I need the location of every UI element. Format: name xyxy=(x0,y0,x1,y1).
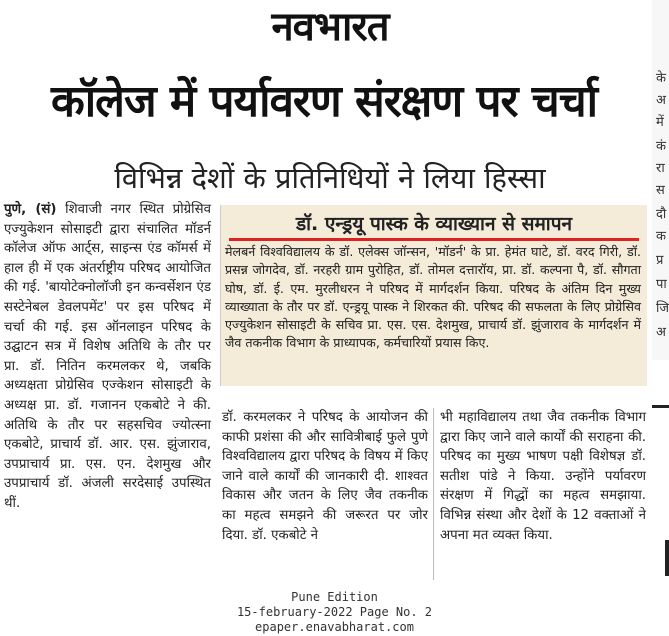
article-column-1-text: शिवाजी नगर स्थित प्रोग्रेसिव एज्युकेशन सोसाइटी द्वारा संचालित मॉडर्न कॉलेज ऑफ आर्ट्स, साइन्स एंड कॉमर्स में हाल ही में एक अंतर्राष्ट्रीय परिषद आयोजित की गई. 'बायोटेक्नोलॉजी इन कन्वर्सेशन एंड सस्टेनेबल डेवलपमेंट' पर इस परिषद में चर्चा की गई. इस ऑनलाइन परिषद के उद्घाटन सत्र में विशेष अतिथि के तौर पर प्रा. डॉ. नितिन करमलकर थे, जबकि अध्यक्षता प्रोग्रेसिव एज्केशन सोसाइटी के अध्यक्ष प्रा. डॉ. गजानन एकबोटे ने की. अतिथि के तौर पर सहसचिव ज्योत्स्ना एकबोटे, प्राचार्य डॉ. आर. एस. झुंजाराव, उपप्राचार्य प्रा. एस. एन. देशमुख और उपप्राचार्य डॉ. अंजली सरदेसाई उपस्थित थीं. xyxy=(4,202,211,511)
footer-edition: Pune Edition xyxy=(291,590,378,604)
article-headline: कॉलेज में पर्यावरण संरक्षण पर चर्चा xyxy=(50,76,598,127)
adjacent-fragment: प्र xyxy=(656,253,664,268)
highlight-box-title: डॉ. एन्ड्रयू पास्क के व्याख्यान से समापन xyxy=(295,213,573,235)
article-column-3: भी महाविद्यालय तथा जैव तकनीक विभाग द्वारा किए जाने वाले कार्यों की सराहना की. परिषद का मुख्य भाषण पक्षी विशेषज्ञ डॉ. सतीश पांडे ने किया. उन्होंने पर्यावरण संरक्षण में गिद्धों का महत्व समझाया. विभिन्न संस्था और देशों के 12 वक्ताओं ने अपना मत व्यक्त किया. xyxy=(440,410,646,543)
adjacent-fragment: कं xyxy=(656,139,666,154)
adjacent-strip-rule xyxy=(652,405,669,408)
page-footer xyxy=(0,590,669,635)
adjacent-fragment: में xyxy=(656,115,664,130)
highlight-box-divider xyxy=(229,238,639,241)
adjacent-article-strip xyxy=(652,0,669,360)
adjacent-fragment: जि xyxy=(656,301,669,316)
footer-date-page: 15-february-2022 Page No. 2 xyxy=(236,605,433,619)
article-dateline: पुणे, (सं) xyxy=(4,202,57,217)
article-column-1 xyxy=(4,200,211,514)
adjacent-fragment: क xyxy=(656,229,666,244)
newspaper-masthead: नवभारत xyxy=(271,4,389,50)
adjacent-strip-bar xyxy=(665,540,669,576)
adjacent-fragment: दौ xyxy=(656,207,667,222)
adjacent-fragment: पा xyxy=(656,277,667,292)
adjacent-fragment: अ xyxy=(656,93,666,108)
adjacent-fragment: रा xyxy=(656,161,665,176)
adjacent-fragment: स xyxy=(656,183,665,198)
highlight-box-text: मेलबर्न विश्वविद्यालय के डॉ. एलेक्स जॉन्सन, 'मॉडर्न' के प्रा. हेमंत घाटे, डॉ. वरद गिरी, डॉ. प्रसन्न जोगदेव, डॉ. नरहरी ग्राम पुरोहित, डॉ. तोमल दत्तारॉय, प्रा. डॉ. कल्पना पै, डॉ. सौगता घोष, डॉ. ई. एम. मुरलीधरन ने परिषद में मार्गदर्शन किया. परिषद के अंतिम दिन मुख्य व्याख्याता के तौर पर डॉ. एन्ड्रयू पास्क ने शिरकत की. परिषद की सफलता के लिए प्रोग्रेसिव एज्युकेशन सोसाइटी के सचिव प्रा. एस. एस. देशमुख, प्राचार्य डॉ. झुंजाराव के मार्गदर्शन में जैव तकनीक विभाग के प्राध्यापक, कर्मचारियों प्रयास किए. xyxy=(225,244,641,351)
adjacent-fragment: के xyxy=(656,71,666,86)
footer-url: epaper.enavabharat.com xyxy=(255,620,414,634)
article-column-2: डॉ. करमलकर ने परिषद के आयोजन की काफी प्रशंसा की और सावित्रीबाई फुले पुणे विश्वविद्यालय द्वारा परिषद के विषय में किए जाने वाले कार्यों की जानकारी दी. शाश्वत विकास और जतन के लिए जैव तकनीक का महत्व समझने की जरूरत पर जोर दिया. डॉ. एकबोटे ने xyxy=(222,410,428,543)
adjacent-fragment: अ xyxy=(656,325,666,340)
highlight-box xyxy=(220,205,647,386)
article-subheadline: विभिन्न देशों के प्रतिनिधियों ने लिया हिस्सा xyxy=(114,161,546,195)
column-divider xyxy=(433,408,434,580)
